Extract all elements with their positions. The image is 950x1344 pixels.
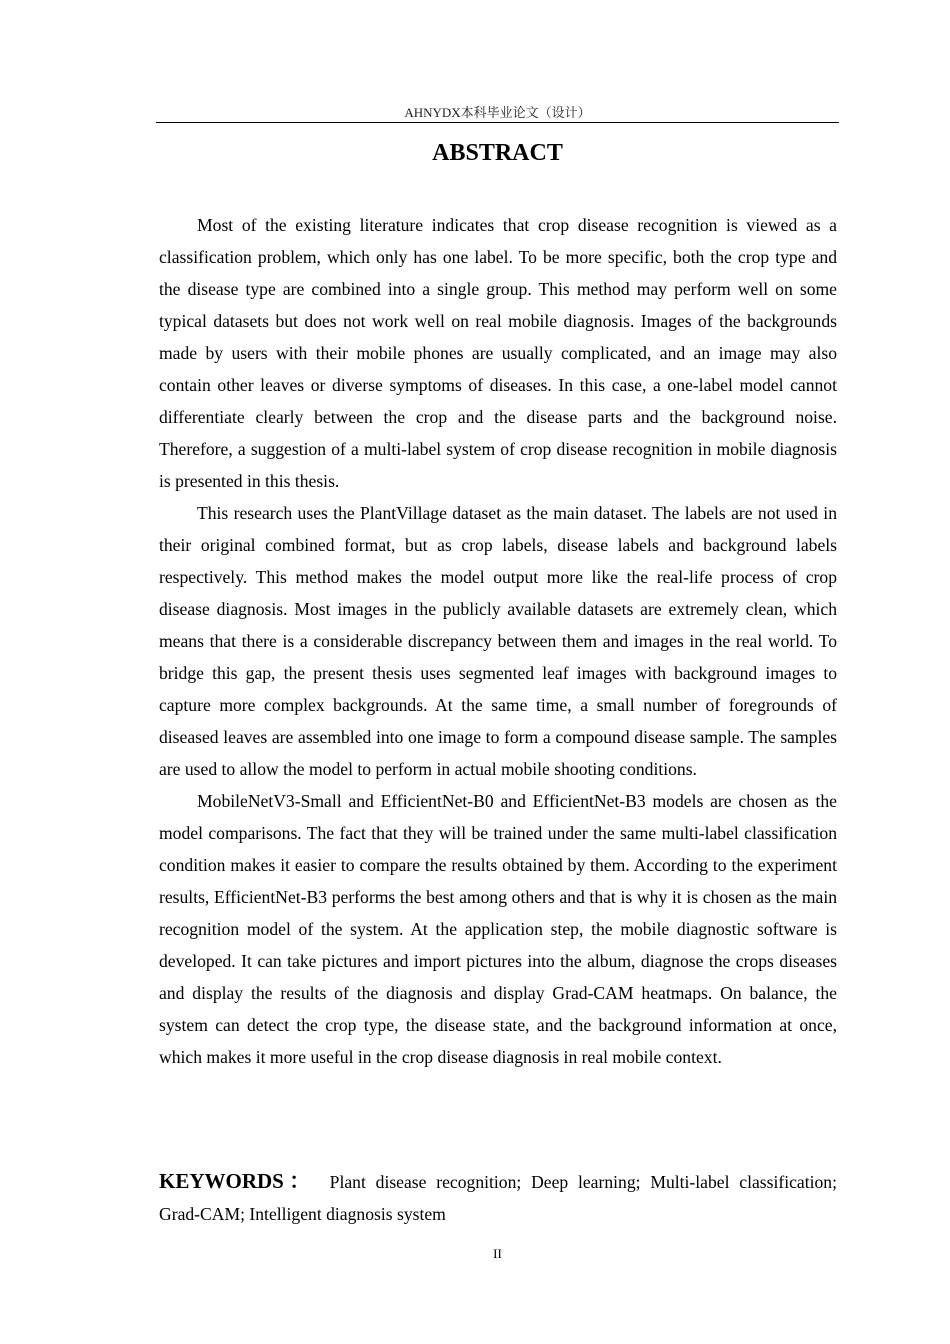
abstract-paragraph-3: MobileNetV3-Small and EfficientNet-B0 and EfficientNet-B3 models are chosen as the model comparisons. The fact that they will be trained under the same multi-label classification condition makes it easier to compare the results obtained by them. According to the experiment results, EfficientNet-B3 performs the best among others and that is why it is chosen as the main recognition model of the system. At the application step, the mobile diagnostic software is developed. It can take pictures and import pictures into the album, diagnose the crops diseases and display the results of the diagnosis and display Grad-CAM heatmaps. On balance, the system can detect the crop type, the disease state, and the background information at once, which makes it more useful in the crop disease diagnosis in real mobile context. bbox=[159, 791, 837, 1067]
abstract-paragraph-2: This research uses the PlantVillage dataset as the main dataset. The labels are not used in their original combined format, but as crop labels, disease labels and background labels respectively. This method makes the model output more like the real-life process of crop disease diagnosis. Most images in the publicly available datasets are extremely clean, which means that there is a considerable discrepancy between them and images in the real world. To bridge this gap, the present thesis uses segmented leaf images with background images to capture more complex backgrounds. At the same time, a small number of foregrounds of diseased leaves are assembled into one image to form a compound disease sample. The samples are used to allow the model to perform in actual mobile shooting conditions. bbox=[159, 503, 837, 779]
header-divider bbox=[156, 122, 839, 123]
running-header: AHNYDX本科毕业论文（设计） bbox=[404, 105, 591, 120]
keywords-text: Plant disease recognition; Deep learning; Multi-label classification; Grad-CAM; Intelligent diagnosis system bbox=[159, 1172, 837, 1224]
page-number: II bbox=[493, 1246, 502, 1261]
keywords-label: KEYWORDS： bbox=[159, 1169, 316, 1193]
keywords-section bbox=[159, 1165, 837, 1230]
abstract-title: ABSTRACT bbox=[432, 140, 563, 166]
abstract-paragraph-1: Most of the existing literature indicates that crop disease recognition is viewed as a classification problem, which only has one label. To be more specific, both the crop type and the disease type are combined into a single group. This method may perform well on some typical datasets but does not work well on real mobile diagnosis. Images of the backgrounds made by users with their mobile phones are usually complicated, and an image may also contain other leaves or diverse symptoms of diseases. In this case, a one-label model cannot differentiate clearly between the crop and the disease parts and the background noise. Therefore, a suggestion of a multi-label system of crop disease recognition in mobile diagnosis is presented in this thesis. bbox=[159, 215, 837, 491]
abstract-body bbox=[159, 209, 837, 1073]
